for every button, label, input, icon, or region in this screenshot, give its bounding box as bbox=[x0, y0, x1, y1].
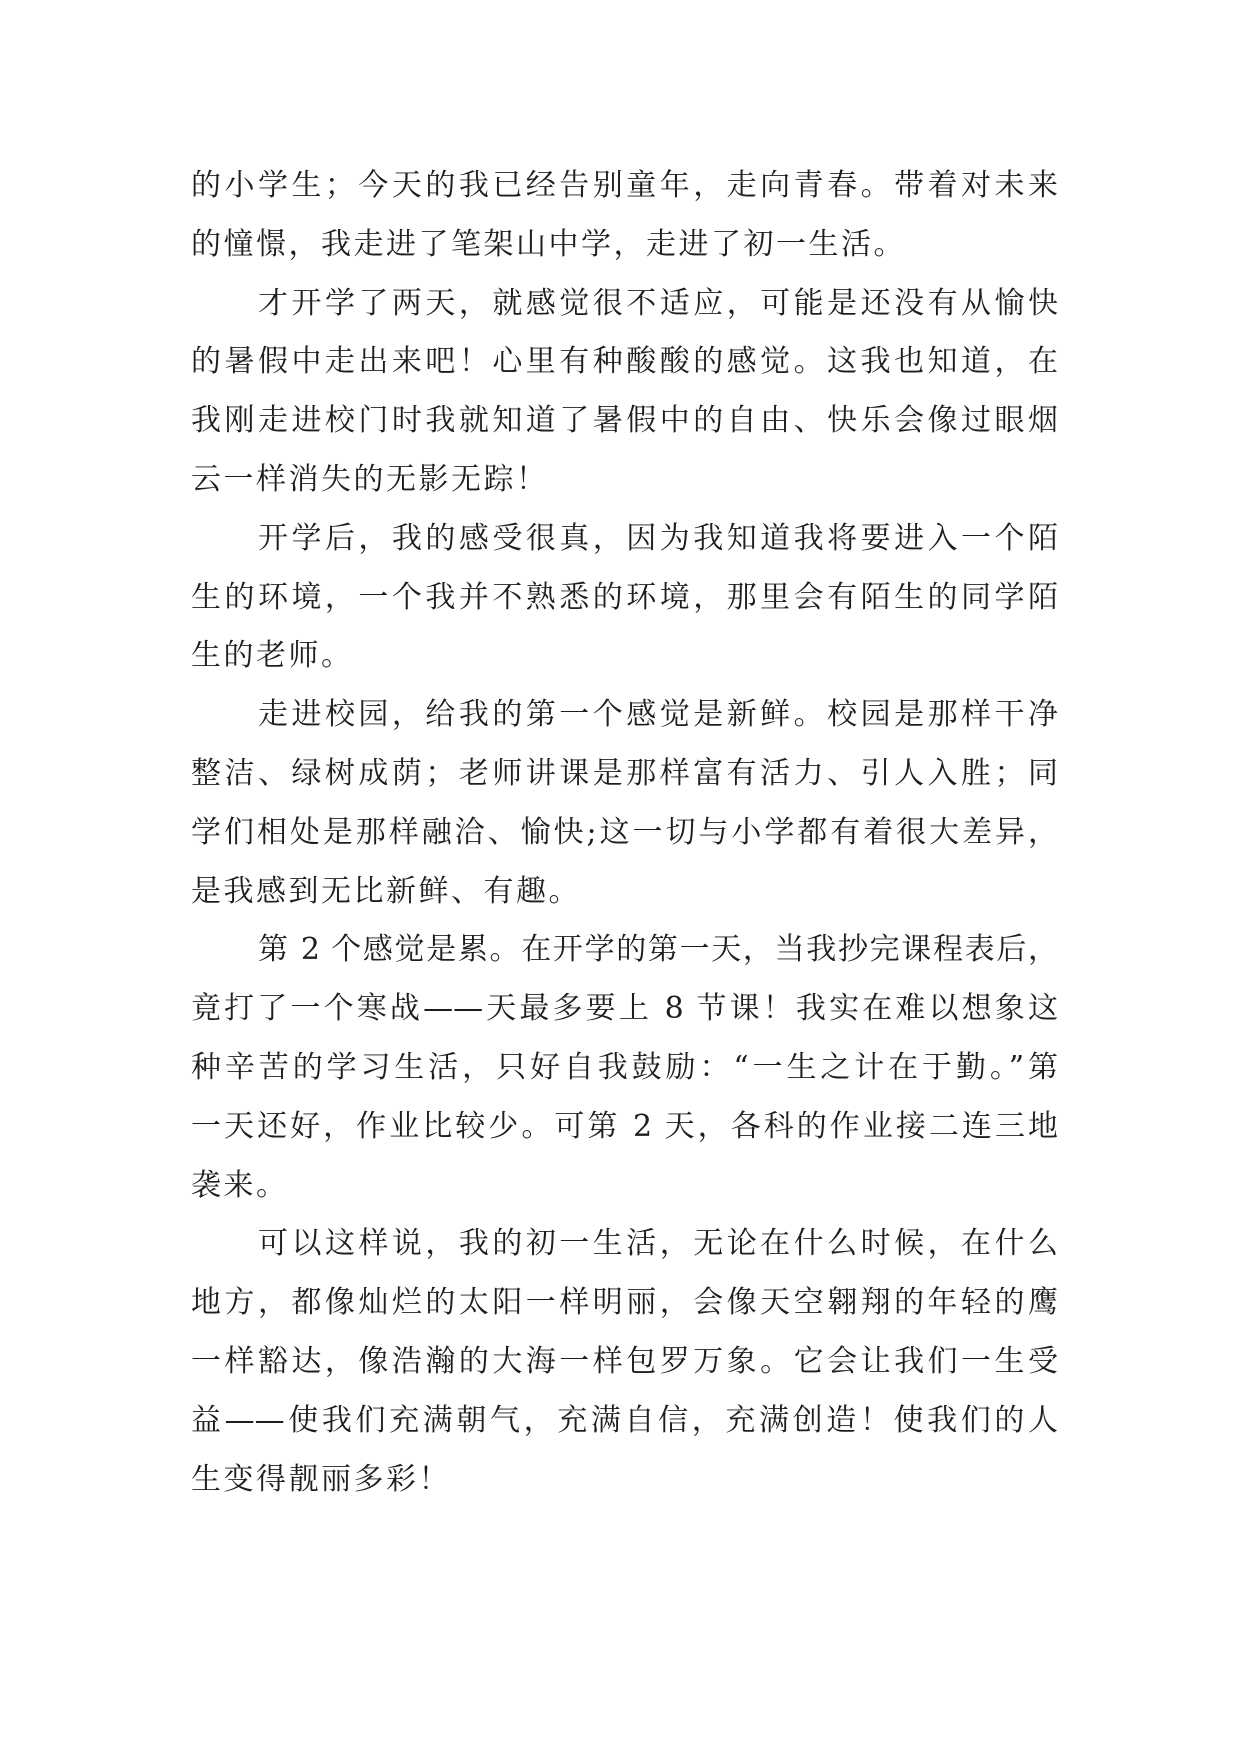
text-line: 是我感到无比新鲜、有趣。 bbox=[191, 873, 581, 909]
text-line: 可以这样说，我的初一生活，无论在什么时候，在什么 bbox=[258, 1226, 1058, 1262]
paragraph bbox=[191, 921, 1058, 1215]
text-line: 竟打了一个寒战——天最多要上 8 节课！我实在难以想象这 bbox=[191, 991, 1058, 1027]
text-line: 的暑假中走出来吧！心里有种酸酸的感觉。这我也知道，在 bbox=[191, 344, 1058, 380]
text-line: 益——使我们充满朝气，充满自信，充满创造！使我们的人 bbox=[191, 1402, 1058, 1438]
text-line: 一天还好，作业比较少。可第 2 天，各科的作业接二连三地 bbox=[191, 1108, 1058, 1144]
text-line: 生的环境，一个我并不熟悉的环境，那里会有陌生的同学陌 bbox=[191, 579, 1058, 615]
paragraph bbox=[191, 686, 1058, 921]
paragraph bbox=[191, 275, 1058, 510]
text-line: 学们相处是那样融洽、愉快;这一切与小学都有着很大差异， bbox=[191, 814, 1058, 850]
text-line: 的憧憬，我走进了笔架山中学，走进了初一生活。 bbox=[191, 226, 906, 262]
text-line: 走进校园，给我的第一个感觉是新鲜。校园是那样干净 bbox=[258, 697, 1058, 733]
paragraph bbox=[191, 510, 1058, 686]
paragraph bbox=[191, 157, 1058, 275]
text-line: 云一样消失的无影无踪！ bbox=[191, 461, 549, 497]
text-line: 种辛苦的学习生活，只好自我鼓励：“一生之计在于勤。”第 bbox=[191, 1049, 1058, 1085]
text-line: 才开学了两天，就感觉很不适应，可能是还没有从愉快 bbox=[258, 285, 1058, 321]
text-line: 整洁、绿树成荫；老师讲课是那样富有活力、引人入胜；同 bbox=[191, 755, 1058, 791]
text-line: 生的老师。 bbox=[191, 638, 354, 674]
text-line: 第 2 个感觉是累。在开学的第一天，当我抄完课程表后， bbox=[258, 932, 1058, 968]
document-body bbox=[191, 157, 1058, 1509]
text-line: 地方，都像灿烂的太阳一样明丽，会像天空翱翔的年轻的鹰 bbox=[191, 1285, 1058, 1321]
text-line: 一样豁达，像浩瀚的大海一样包罗万象。它会让我们一生受 bbox=[191, 1343, 1058, 1379]
text-line: 我刚走进校门时我就知道了暑假中的自由、快乐会像过眼烟 bbox=[191, 403, 1058, 439]
text-line: 开学后，我的感受很真，因为我知道我将要进入一个陌 bbox=[258, 520, 1058, 556]
text-line: 袭来。 bbox=[191, 1167, 289, 1203]
text-line: 的小学生；今天的我已经告别童年，走向青春。带着对未来 bbox=[191, 168, 1058, 203]
text-line: 生变得靓丽多彩！ bbox=[191, 1461, 451, 1497]
paragraph bbox=[191, 1215, 1058, 1509]
